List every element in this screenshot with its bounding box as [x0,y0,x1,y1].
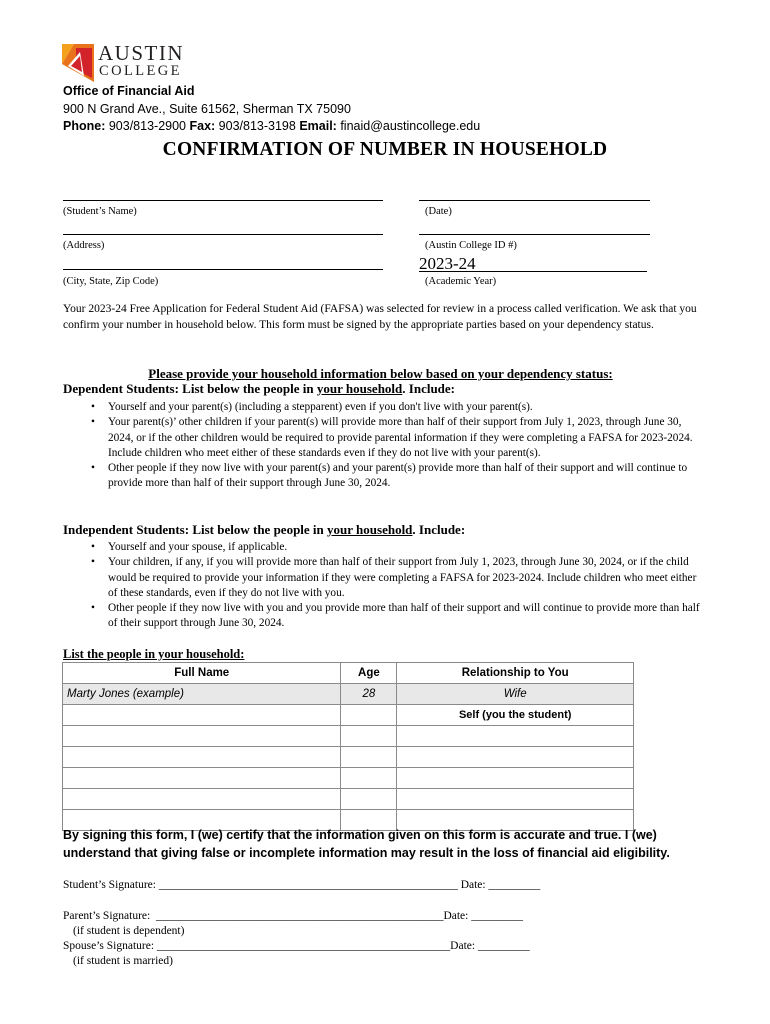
name-cell[interactable] [63,705,341,726]
column-header-full-name: Full Name [63,663,341,684]
relationship-cell[interactable] [397,726,634,747]
academic-year-value: 2023-24 [419,254,476,273]
phone-label: Phone: [63,119,106,133]
table-row [63,726,634,747]
student-signature-line[interactable]: Student’s Signature: ____________________________________________________ Date: _________ [63,879,541,891]
college-id-label: (Austin College ID #) [425,240,517,251]
list-item: • Yourself and your parent(s) (including a stepparent) even if you don't live with your parent(s). [85,400,705,415]
table-row [63,789,634,810]
age-cell[interactable] [341,789,397,810]
parent-signature-line[interactable]: Parent’s Signature: __________________________________________________Date: _________ [63,910,523,922]
name-cell[interactable] [63,768,341,789]
household-heading: List the people in your household: [63,647,245,661]
dependent-heading-end: . Include: [402,381,456,396]
date-label: (Date) [425,206,452,217]
table-row [63,768,634,789]
email-label: Email: [299,119,337,133]
independent-heading-text: Independent Students: List below the people in [63,522,328,537]
office-contact [63,119,480,134]
logo-text-austin: AUSTIN [98,41,184,65]
example-row [63,684,634,705]
name-cell[interactable] [63,747,341,768]
list-item: • Your children, if any, if you will provide more than half of their support from July 1, 2023, through June 30, 2024, or if the child would be required to provide your information if they were completing a FAFSA for 2023-2024. Include children who meet either of these standards, even if they do not live with you. [85,555,705,601]
self-relationship-cell: Self (you the student) [397,705,634,726]
name-cell[interactable] [63,789,341,810]
example-age: 28 [341,684,397,705]
independent-list [85,540,705,632]
independent-heading-underline: your household [327,522,413,537]
relationship-cell[interactable] [397,747,634,768]
date-field[interactable] [419,200,650,201]
city-state-zip-field[interactable] [63,269,383,270]
academic-year-label: (Academic Year) [425,276,497,287]
dependent-heading-text: Dependent Students: List below the people in [63,381,317,396]
relationship-cell[interactable] [397,768,634,789]
age-cell[interactable] [341,726,397,747]
list-item: • Yourself and your spouse, if applicable. [85,540,705,555]
household-table [62,662,634,831]
example-relationship: Wife [397,684,634,705]
dependent-heading [63,381,455,397]
relationship-cell[interactable] [397,789,634,810]
table-row [63,747,634,768]
independent-heading-end: . Include: [412,522,466,537]
email-link[interactable]: finaid@austincollege.edu [340,119,481,133]
certification-statement: By signing this form, I (we) certify that the information given on this form is accurate and true. I (we) understand that giving false or incomplete information may result in the loss of financial aid eligibility. [63,828,670,860]
provide-heading: Please provide your household information below based on your dependency status: [148,366,613,381]
college-shield-icon [62,44,94,82]
phone-number: 903/813-2900 [108,119,186,133]
office-name: Office of Financial Aid [63,84,195,98]
list-item: • Other people if they now live with you and you provide more than half of their support and will continue to provide more than half of their support through June 30, 2024. [85,601,705,632]
student-name-label: (Student’s Name) [63,206,137,217]
intro-paragraph: Your 2023-24 Free Application for Federal Student Aid (FAFSA) was selected for review in a process called verification. We ask that you confirm your number in household below. This form must be signed by the appropriate parties based on your dependency status. [63,303,697,331]
table-row [63,705,634,726]
fax-label: Fax: [189,119,216,133]
age-cell[interactable] [341,705,397,726]
fax-number: 903/813-3198 [218,119,296,133]
list-item: • Your parent(s)’ other children if your parent(s) will provide more than half of their support from July 1, 2023, through June 30, 2024, or if the other children would be required to provide parental information if they were completing a FAFSA for 2023-2024. Include children who meet either of these standards even if they do not live with your parent(s). [85,415,705,461]
form-title: CONFIRMATION OF NUMBER IN HOUSEHOLD [162,139,608,160]
age-cell[interactable] [341,747,397,768]
column-header-relationship: Relationship to You [397,663,634,684]
student-name-field[interactable] [63,200,383,201]
spouse-signature-line[interactable]: Spouse’s Signature: ___________________________________________________Date: _________ [63,940,530,952]
college-logo [62,41,202,84]
list-item: • Other people if they now live with your parent(s) and your parent(s) provide more than half of their support and will continue to provide more than half of their support through June 30, 2024. [85,461,705,492]
age-cell[interactable] [341,768,397,789]
independent-heading [63,522,465,538]
example-name: Marty Jones (example) [63,684,341,705]
parent-signature-note: (if student is dependent) [73,925,185,937]
name-cell[interactable] [63,726,341,747]
office-address: 900 N Grand Ave., Suite 61562, Sherman TX 75090 [63,102,351,116]
table-header-row [63,663,634,684]
city-state-zip-label: (City, State, Zip Code) [63,276,159,287]
logo-text-college: COLLEGE [99,63,182,79]
spouse-signature-note: (if student is married) [73,955,173,967]
dependent-heading-underline: your household [316,381,403,396]
dependent-list [85,400,705,492]
address-field[interactable] [63,234,383,235]
address-label: (Address) [63,240,105,251]
college-id-field[interactable] [419,234,650,235]
column-header-age: Age [341,663,397,684]
